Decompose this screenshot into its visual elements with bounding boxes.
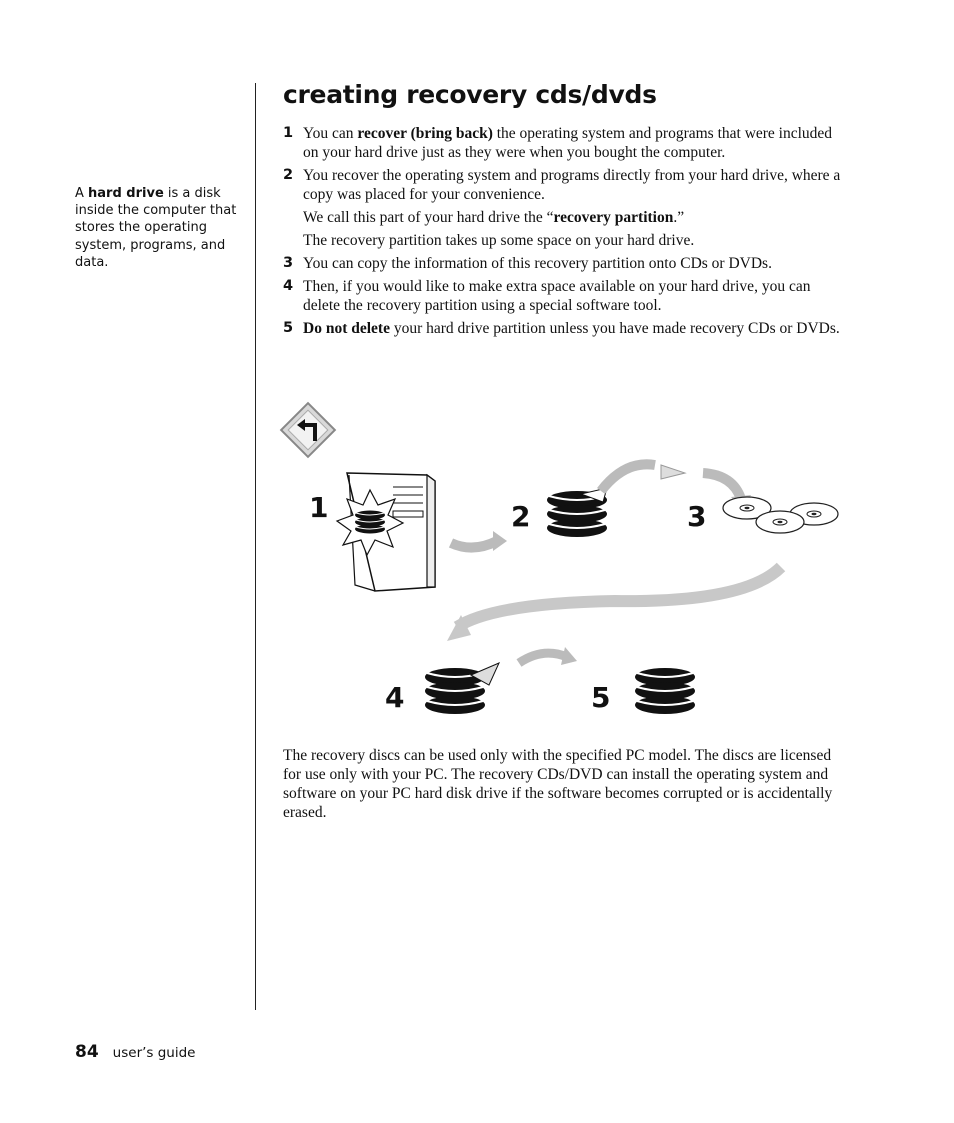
step-number: 2 [283, 167, 294, 183]
footer-title: user’s guide [112, 1045, 196, 1061]
arrow-icon [601, 464, 655, 491]
figure-label-5: 5 [591, 681, 611, 714]
arrow-icon [519, 653, 567, 663]
note-text: We call this part of your hard drive the “ [303, 209, 554, 226]
recovery-discs-paragraph: The recovery discs can be used only with the specified PC model. The discs are licensed for use only with your PC. The recovery CDs/DVD can install the operating system and software on your PC hard disk drive if the software becomes corrupted or is accidentally erased. [283, 747, 833, 821]
step-2-note-2: The recovery partition takes up some space on your hard drive. [303, 232, 695, 249]
step-number: 1 [283, 125, 294, 141]
note-text: is a disk inside the computer that stores the operating system, programs, and data. [75, 186, 237, 270]
step-bold-text: Do not delete [303, 320, 390, 337]
page-number: 84 [75, 1042, 99, 1062]
figure-label-1: 1 [309, 491, 329, 524]
steps-list [283, 124, 843, 342]
note-term: hard drive [88, 186, 164, 201]
step-3 [283, 254, 843, 273]
page-footer [75, 1042, 196, 1062]
step-text: the operating system and programs that were included on your hard drive just as they were when you bought the computer. [303, 125, 833, 161]
step-4 [283, 277, 843, 315]
back-arrow-icon [281, 403, 335, 457]
step-text: You can copy the information of this recovery partition onto CDs or DVDs. [303, 255, 772, 272]
step-5 [283, 319, 843, 338]
hard-disk-icon [635, 668, 695, 714]
note-prefix: A [75, 186, 89, 201]
note-bold-text: recovery partition [553, 209, 674, 226]
step-2-note-1 [283, 208, 843, 227]
note-text: .” [673, 209, 685, 226]
step-text: You can [303, 125, 358, 142]
arrow-icon [451, 541, 497, 548]
step-text: You recover the operating system and programs directly from your hard drive, where a copy was placed for your convenience. [303, 167, 841, 203]
recovery-process-illustration [275, 395, 855, 740]
vertical-rule [255, 83, 256, 1010]
cd-icon [756, 511, 804, 533]
step-bold-text: recover (bring back) [357, 125, 493, 142]
arrow-icon [457, 567, 781, 627]
sidebar-note [75, 185, 245, 271]
step-text: your hard drive partition unless you have made recovery CDs or DVDs. [389, 320, 840, 337]
step-1 [283, 124, 843, 162]
figure-label-4: 4 [385, 681, 405, 714]
step-2 [283, 166, 843, 204]
step-number: 5 [283, 320, 294, 336]
page-title: creating recovery cds/dvds [283, 80, 657, 109]
hard-disk-icon [425, 663, 499, 714]
step-text: Then, if you would like to make extra space available on your hard drive, you can delete the recovery partition using a special software tool. [303, 278, 811, 314]
step-number: 3 [283, 255, 294, 271]
step-number: 4 [283, 278, 294, 294]
computer-tower-icon [337, 473, 435, 591]
figure-label-3: 3 [687, 500, 707, 533]
figure-label-2: 2 [511, 500, 531, 533]
hard-disk-icon [547, 488, 607, 537]
